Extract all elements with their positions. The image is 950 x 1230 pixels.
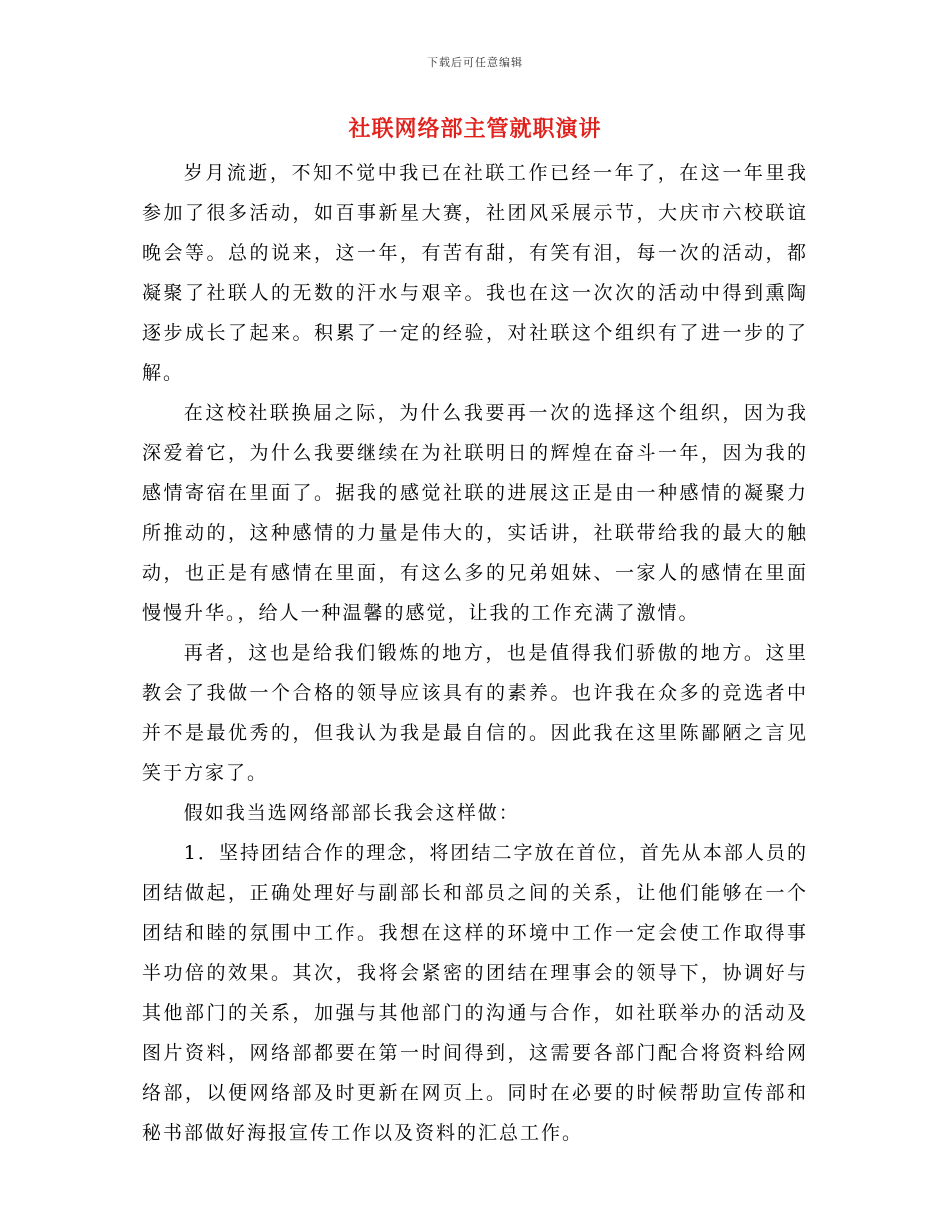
page-title: 社联网络部主管就职演讲: [348, 116, 602, 142]
header-note: 下载后可任意编辑: [427, 56, 523, 69]
paragraph-plan-intro: 假如我当选网络部部长我会这样做：: [183, 802, 520, 824]
paragraph-intro: 岁月流逝，不知不觉中我已在社联工作已经一年了，在这一年里我参加了很多活动，如百事新星大赛，社团风采展示节，大庆市六校联谊晚会等。总的说来，这一年，有苦有甜，有笑有泪，每一次的活动，都凝聚了社联人的无数的汗水与艰辛。我也在这一次次的活动中得到熏陶逐步成长了起来。积累了一定的经验，对社联这个组织有了进一步的了解。: [142, 162, 808, 384]
paragraph-plan-1: 1．坚持团结合作的理念，将团结二字放在首位，首先从本部人员的团结做起，正确处理好与副部长和部员之间的关系，让他们能够在一个团结和睦的氛围中工作。我想在这样的环境中工作一定会使工作取得事半功倍的效果。其次，我将会紧密的团结在理事会的领导下，协调好与其他部门的关系，加强与其他部门的沟通与合作，如社联举办的活动及图片资料，网络部都要在第一时间得到，这需要各部门配合将资料给网络部，以便网络部及时更新在网页上。同时在必要的时候帮助宣传部和秘书部做好海报宣传工作以及资料的汇总工作。: [142, 842, 808, 1144]
paragraph-reason: 在这校社联换届之际，为什么我要再一次的选择这个组织，因为我深爱着它，为什么我要继续在为社联明日的辉煌在奋斗一年，因为我的感情寄宿在里面了。据我的感觉社联的进展这正是由一种感情的凝聚力所推动的，这种感情的力量是伟大的，实话讲，社联带给我的最大的触动，也正是有感情在里面，有这么多的兄弟姐妹、一家人的感情在里面慢慢升华。，给人一种温馨的感觉，让我的工作充满了激情。: [142, 402, 808, 624]
paragraph-confidence: 再者，这也是给我们锻炼的地方，也是值得我们骄傲的地方。这里教会了我做一个合格的领导应该具有的素养。也许我在众多的竞选者中并不是最优秀的，但我认为我是最自信的。因此我在这里陈鄙陋之言见笑于方家了。: [142, 642, 808, 784]
document-body: [142, 153, 808, 1153]
